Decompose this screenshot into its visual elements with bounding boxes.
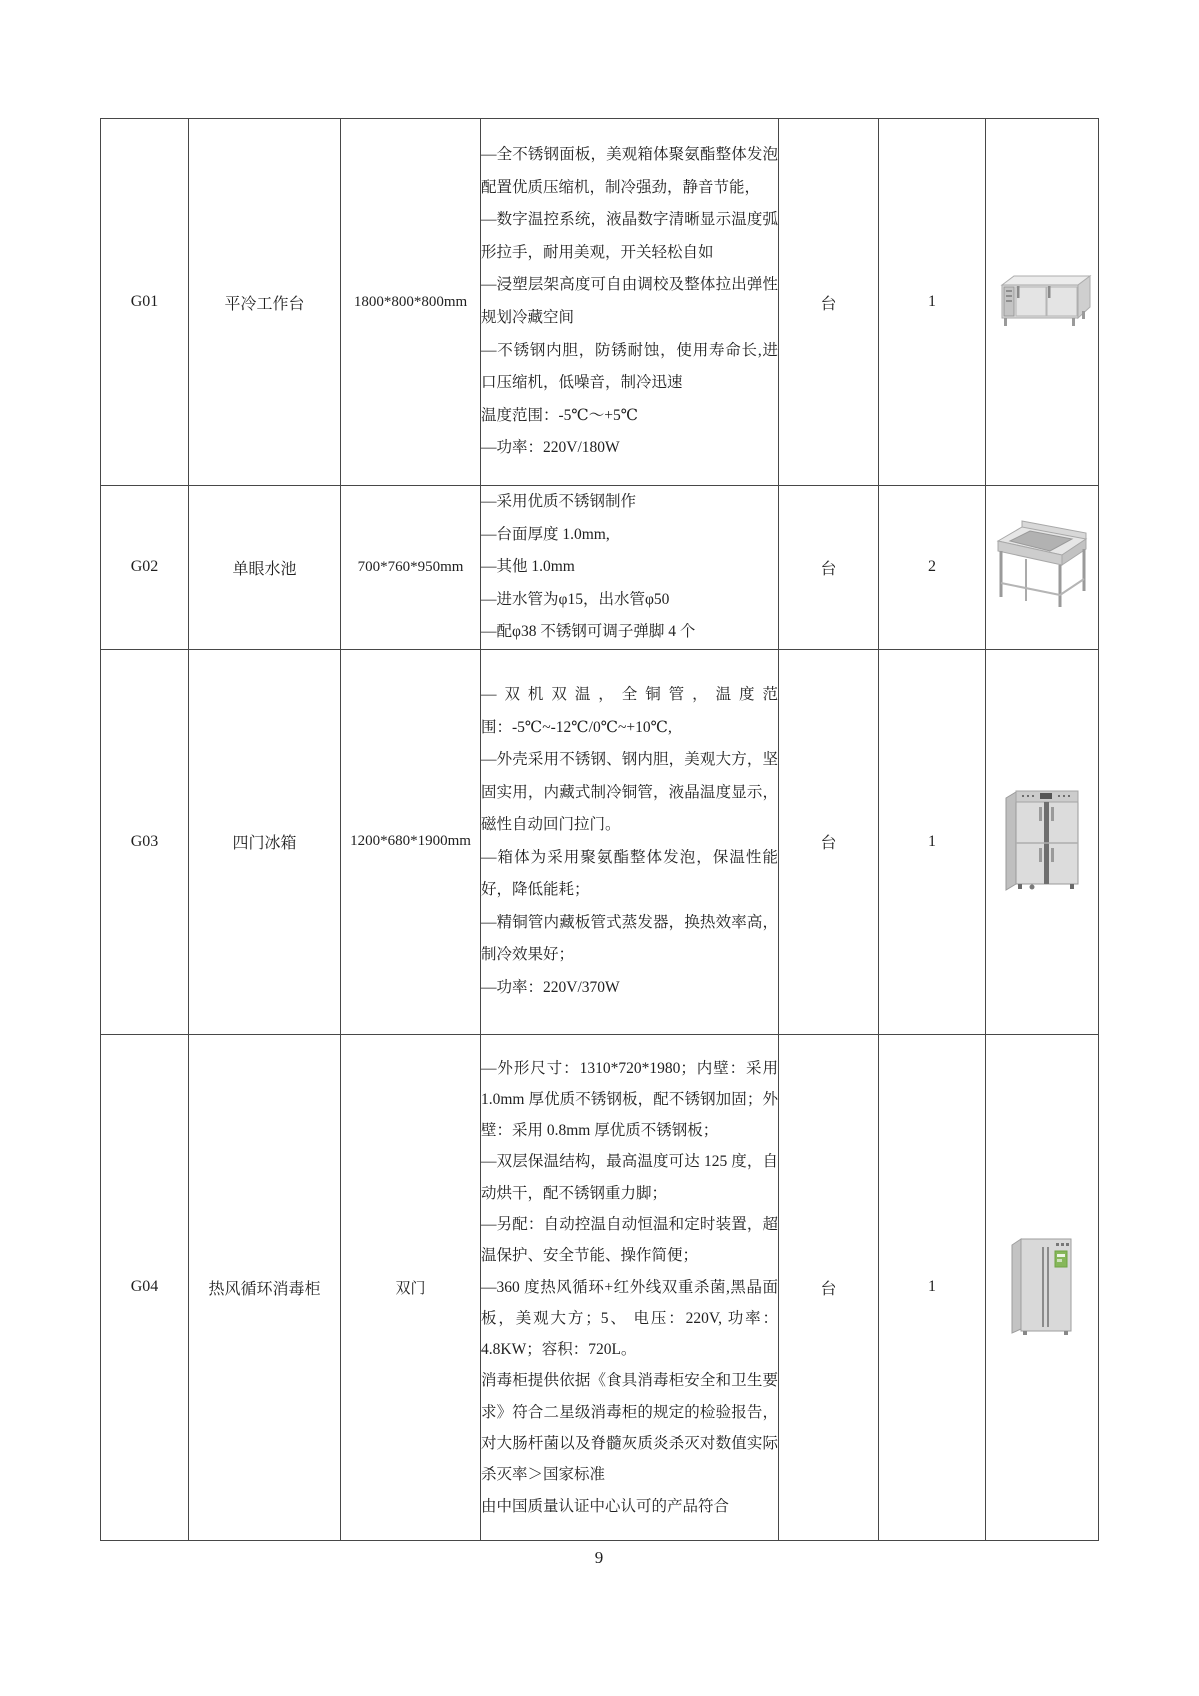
item-photo-cell — [986, 119, 1099, 486]
item-name: 四门冰箱 — [189, 649, 341, 1034]
description-line: —进水管为φ15，出水管φ50 — [481, 590, 670, 608]
description-line: —360 度热风循环+红外线双重杀菌,黑晶面板，美观大方；5、 电压：220V, 功率：4.8KW；容积：720L。 — [481, 1278, 778, 1359]
refrigerated-worktable-image — [992, 271, 1092, 329]
table-row-g03 — [101, 649, 1099, 1034]
item-dimensions: 1200*680*1900mm — [341, 649, 481, 1034]
table-row-g04 — [101, 1034, 1099, 1540]
item-name: 平冷工作台 — [189, 119, 341, 486]
description-line: —数字温控系统，液晶数字清晰显示温度弧形拉手，耐用美观，开关轻松自如 — [481, 211, 778, 261]
description-line: —不锈钢内胆，防锈耐蚀，使用寿命长,进口压缩机，低噪音，制冷迅速 — [481, 341, 778, 392]
item-description-cell — [481, 649, 779, 1034]
description-line: —配φ38 不锈钢可调子弹脚 4 个 — [481, 623, 696, 641]
item-unit: 台 — [779, 1034, 879, 1540]
item-photo-cell — [986, 486, 1099, 650]
item-unit: 台 — [779, 119, 879, 486]
description-line: —其他 1.0mm — [481, 558, 575, 576]
description-line: —双机双温，全铜管，温度范围：-5℃~-12℃/0℃~+10℃, — [481, 686, 778, 736]
description-line: —功率：220V/370W — [481, 978, 620, 996]
item-dimensions: 700*760*950mm — [341, 486, 481, 650]
item-description-cell — [481, 119, 779, 486]
description-line: —采用优质不锈钢制作 — [481, 493, 637, 510]
equipment-spec-table — [100, 118, 1099, 1541]
item-quantity: 1 — [879, 119, 986, 486]
item-code: G03 — [101, 649, 189, 1034]
item-unit: 台 — [779, 486, 879, 650]
description-line: 消毒柜提供依据《食具消毒柜安全和卫生要求》符合二星级消毒柜的规定的检验报告，对大肠杆菌以及脊髓灰质炎杀灭对数值实际杀灭率＞国家标准 — [481, 1372, 778, 1484]
item-description-cell — [481, 1034, 779, 1540]
item-photo-cell — [986, 649, 1099, 1034]
description-line: —全不锈钢面板，美观箱体聚氨酯整体发泡配置优质压缩机，制冷强劲，静音节能， — [481, 146, 778, 196]
description-line: —另配：自动控温自动恒温和定时装置，超温保护、安全节能、操作简便； — [481, 1215, 778, 1265]
item-code: G02 — [101, 486, 189, 650]
description-line: —外形尺寸：1310*720*1980；内壁：采用 1.0mm 厚优质不锈钢板，配不锈钢加固；外壁：采用 0.8mm 厚优质不锈钢板； — [481, 1059, 778, 1140]
disinfection-cabinet-image — [1006, 1233, 1078, 1337]
description-line: —台面厚度 1.0mm, — [481, 525, 610, 543]
description-line: —功率：220V/180W — [481, 439, 620, 457]
item-quantity: 2 — [879, 486, 986, 650]
description-line: —双层保温结构，最高温度可达 125 度，自动烘干，配不锈钢重力脚； — [481, 1153, 778, 1202]
description-line: —外壳采用不锈钢、钢内胆，美观大方，坚固实用，内藏式制冷铜管，液晶温度显示，磁性自动回门拉门。 — [481, 751, 778, 834]
table-row-g02 — [101, 486, 1099, 650]
description-line: 由中国质量认证中心认可的产品符合 — [481, 1497, 730, 1515]
table-row-g01 — [101, 119, 1099, 486]
description-line: 温度范围：-5℃～+5℃ — [481, 406, 639, 424]
item-photo-cell — [986, 1034, 1099, 1540]
single-sink-image — [992, 519, 1092, 611]
item-name: 热风循环消毒柜 — [189, 1034, 341, 1540]
item-dimensions: 双门 — [341, 1034, 481, 1540]
item-name: 单眼水池 — [189, 486, 341, 650]
item-quantity: 1 — [879, 649, 986, 1034]
item-quantity: 1 — [879, 1034, 986, 1540]
item-code: G01 — [101, 119, 189, 486]
item-unit: 台 — [779, 649, 879, 1034]
item-description-cell — [481, 486, 779, 650]
description-line: —箱体为采用聚氨酯整体发泡，保温性能好，降低能耗； — [481, 848, 778, 899]
description-line: —精铜管内藏板管式蒸发器，换热效率高，制冷效果好； — [481, 913, 778, 964]
item-code: G04 — [101, 1034, 189, 1540]
four-door-fridge-image — [1000, 785, 1084, 893]
item-dimensions: 1800*800*800mm — [341, 119, 481, 486]
page-number: 9 — [594, 1548, 604, 1567]
description-line: —浸塑层架高度可自由调校及整体拉出弹性规划冷藏空间 — [481, 276, 778, 326]
